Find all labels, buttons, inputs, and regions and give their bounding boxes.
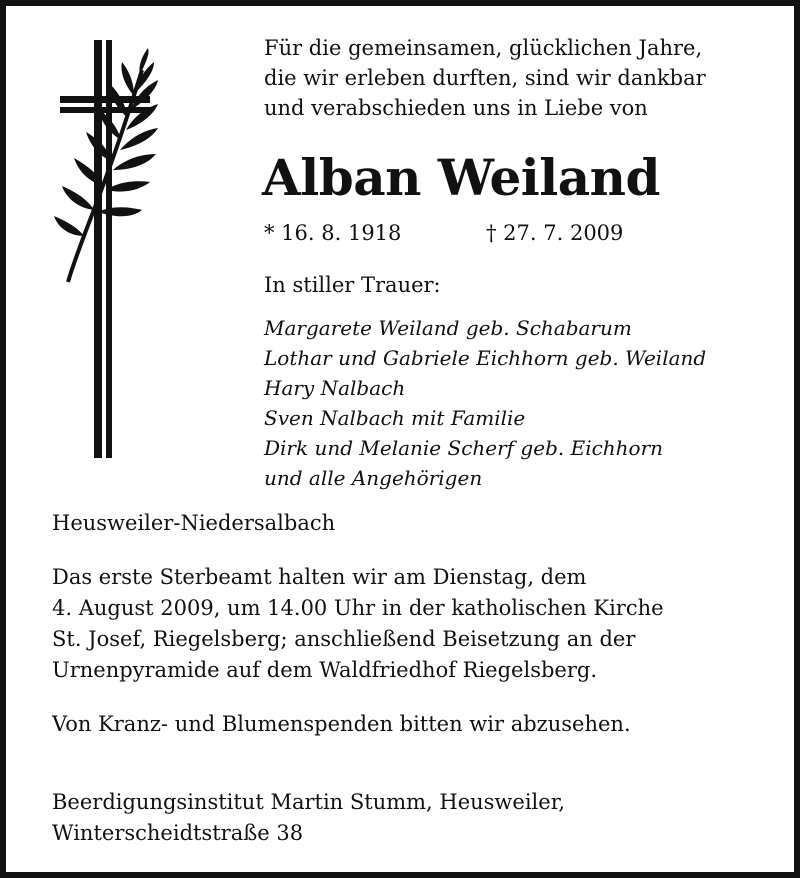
intro-line: Für die gemeinsamen, glücklichen Jahre, [264,36,703,60]
mourner-name: Lothar und Gabriele Eichhorn geb. Weiland [264,346,707,370]
mourning-heading: In stiller Trauer: [264,273,441,297]
death-date: † 27. 7. 2009 [486,221,624,245]
undertaker-line: Winterscheidtstraße 38 [52,821,304,845]
service-line: 4. August 2009, um 14.00 Uhr in der katholischen Kirche [52,596,664,620]
service-line: Urnenpyramide auf dem Waldfriedhof Riegelsberg. [52,658,598,682]
birth-date: * 16. 8. 1918 [264,221,402,245]
service-line: St. Josef, Riegelsberg; anschließend Beisetzung an der [52,627,636,651]
place-of-residence: Heusweiler-Niedersalbach [52,511,336,535]
undertaker-line: Beerdigungsinstitut Martin Stumm, Heusweiler, [52,790,566,814]
mourner-name: Sven Nalbach mit Familie [264,406,526,430]
flower-note: Von Kranz- und Blumenspenden bitten wir abzusehen. [52,712,631,736]
service-line: Das erste Sterbeamt halten wir am Dienstag, dem [52,565,587,589]
intro-line: die wir erleben durften, sind wir dankbar [264,66,706,90]
deceased-name: Alban Weiland [262,148,660,207]
cross-with-palm-branch-icon [50,40,168,458]
mourner-name: und alle Angehörigen [264,466,483,490]
mourner-name: Dirk und Melanie Scherf geb. Eichhorn [264,436,664,460]
mourner-name: Hary Nalbach [264,376,406,400]
intro-line: und verabschieden uns in Liebe von [264,96,648,120]
mourner-name: Margarete Weiland geb. Schabarum [264,316,632,340]
